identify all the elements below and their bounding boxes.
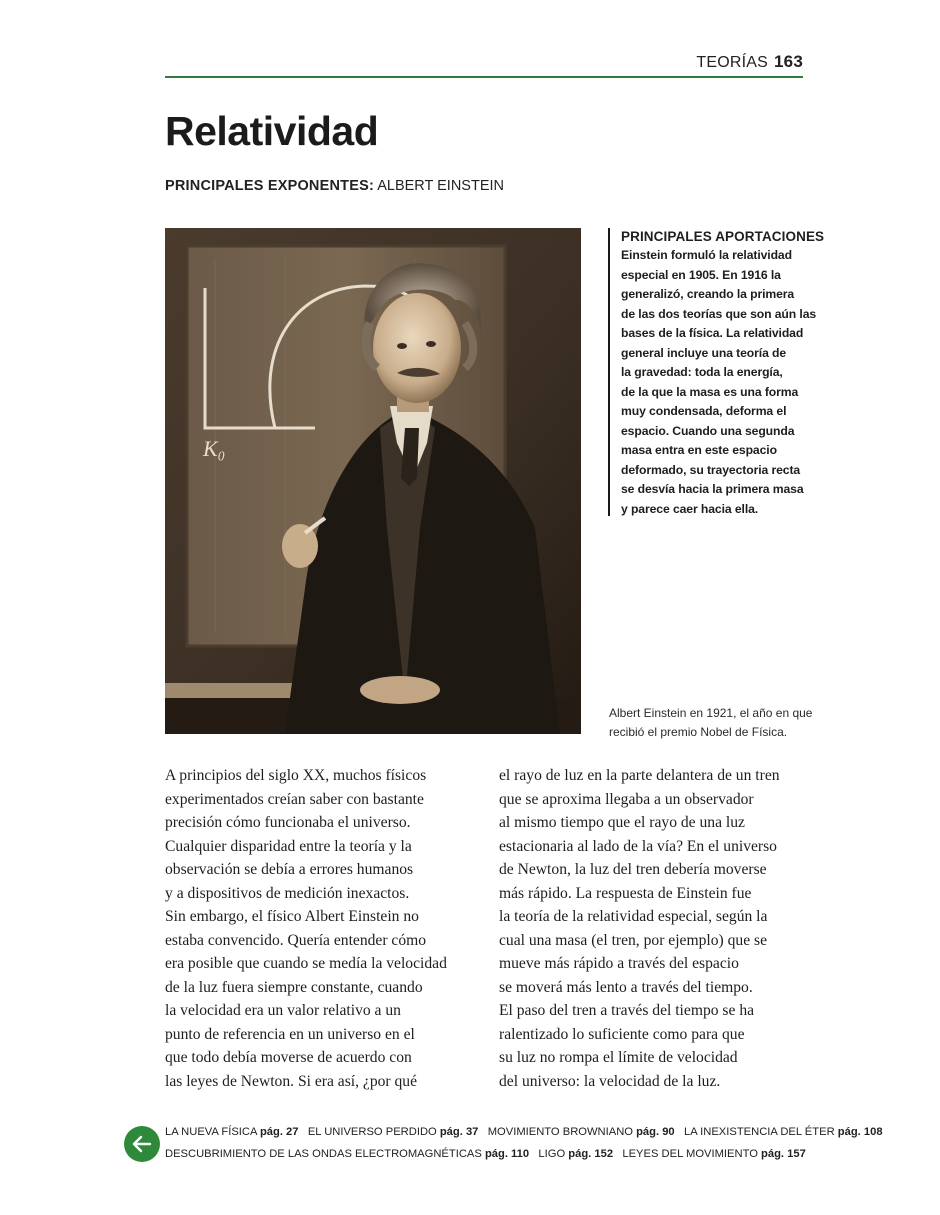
cross-ref-link[interactable]: EL UNIVERSO PERDIDO pág. 37 [307, 1126, 479, 1138]
sidebar-line: la gravedad: toda la energía, [621, 365, 783, 379]
svg-text:K₀: K₀ [203, 436, 226, 461]
sidebar-line: muy condensada, deforma el [621, 404, 787, 418]
body-line: experimentados creían saber con bastante [165, 790, 424, 808]
body-line: y a dispositivos de medición inexactos. [165, 884, 410, 902]
body-line: ralentizado lo suficiente como para que [499, 1025, 745, 1043]
sidebar-line: y parece caer hacia ella. [621, 501, 759, 516]
header-rule [165, 76, 803, 78]
sidebar-line: de la que la masa es una forma [621, 384, 799, 399]
cross-ref-link[interactable]: LA NUEVA FÍSICA pág. 27 [165, 1126, 299, 1138]
body-line: que se aproxima llegaba a un observador [499, 790, 754, 808]
cross-references-row-1 [165, 1126, 883, 1138]
exponents-line [165, 178, 504, 194]
sidebar-line: especial en 1905. En 1916 la [621, 267, 781, 282]
sidebar-line: general incluye una teoría de [621, 345, 787, 360]
sidebar-line: se desvía hacia la primera masa [621, 482, 804, 496]
sidebar-line: masa entra en este espacio [621, 443, 777, 457]
contributions-sidebar [608, 228, 831, 516]
body-line: Sin embargo, el físico Albert Einstein no [165, 908, 419, 925]
body-line: al mismo tiempo que el rayo de una luz [499, 814, 745, 831]
cross-ref-link[interactable]: MOVIMIENTO BROWNIANO pág. 90 [487, 1126, 675, 1138]
body-line: del universo: la velocidad de la luz. [499, 1072, 721, 1090]
body-line: se moverá más lento a través del tiempo. [499, 978, 753, 996]
body-line: mueve más rápido a través del espacio [499, 955, 739, 972]
body-line: Cualquier disparidad entre la teoría y la [165, 837, 412, 855]
sidebar-line: Einstein formuló la relatividad [621, 248, 792, 262]
body-line: era posible que cuando se medía la velocidad [165, 955, 447, 972]
einstein-photo [165, 228, 581, 734]
body-line: la teoría de la relatividad especial, según la [499, 908, 768, 925]
sidebar-line: espacio. Cuando una segunda [621, 423, 795, 438]
body-line: la velocidad era un valor relativo a un [165, 1002, 401, 1019]
sidebar-title: PRINCIPALES APORTACIONES [621, 229, 825, 244]
body-line: observación se debía a errores humanos [165, 861, 414, 878]
page-number: 163 [774, 52, 803, 71]
page-title: Relatividad [165, 108, 379, 154]
exponents-value: ALBERT EINSTEIN [377, 178, 505, 194]
caption-line: recibió el premio Nobel de Física. [609, 725, 788, 739]
cross-ref-link[interactable]: LEYES DEL MOVIMIENTO pág. 157 [622, 1148, 806, 1160]
sidebar-line: deformado, su trayectoria recta [621, 462, 801, 477]
body-line: El paso del tren a través del tiempo se ha [499, 1002, 755, 1019]
cross-ref-link[interactable]: DESCUBRIMIENTO DE LAS ONDAS ELECTROMAGNÉTICAS pág. 110 [165, 1148, 530, 1160]
body-line: A principios del siglo XX, muchos físicos [165, 767, 427, 784]
body-line: punto de referencia en un universo en el [165, 1025, 415, 1043]
exponents-label: PRINCIPALES EXPONENTES: [165, 178, 374, 194]
body-line: más rápido. La respuesta de Einstein fue [499, 884, 752, 902]
sidebar-body [621, 246, 831, 519]
body-line: las leyes de Newton. Si era así, ¿por qué [165, 1072, 418, 1090]
caption-line: Albert Einstein en 1921, el año en que [609, 706, 813, 720]
cross-ref-link[interactable]: LIGO pág. 152 [538, 1148, 614, 1160]
body-line: que todo debía moverse de acuerdo con [165, 1049, 412, 1066]
sidebar-line: generalizó, creando la primera [621, 287, 795, 301]
body-line: estacionaria al lado de la vía? En el universo [499, 837, 777, 855]
body-line: estaba convencido. Quería entender cómo [165, 931, 427, 949]
arrow-left-icon [131, 1133, 153, 1155]
section-name: TEORÍAS [696, 54, 769, 71]
photo-caption [609, 704, 812, 742]
body-column-2 [499, 764, 809, 1093]
running-head [696, 52, 803, 72]
body-line: de Newton, la luz del tren debería moverse [499, 861, 767, 878]
body-line: su luz no rompa el límite de velocidad [499, 1049, 738, 1066]
cross-references-row-2 [165, 1148, 806, 1160]
body-line: precisión cómo funcionaba el universo. [165, 814, 411, 831]
sidebar-line: bases de la física. La relatividad [621, 326, 804, 340]
sidebar-line: de las dos teorías que son aún las [621, 306, 817, 321]
body-line: el rayo de luz en la parte delantera de un tren [499, 767, 780, 784]
cross-ref-link[interactable]: LA INEXISTENCIA DEL ÉTER pág. 108 [683, 1126, 883, 1138]
body-line: de la luz fuera siempre constante, cuando [165, 978, 423, 996]
body-line: cual una masa (el tren, por ejemplo) que se [499, 931, 768, 949]
back-button[interactable] [124, 1126, 160, 1162]
body-column-1 [165, 764, 475, 1093]
